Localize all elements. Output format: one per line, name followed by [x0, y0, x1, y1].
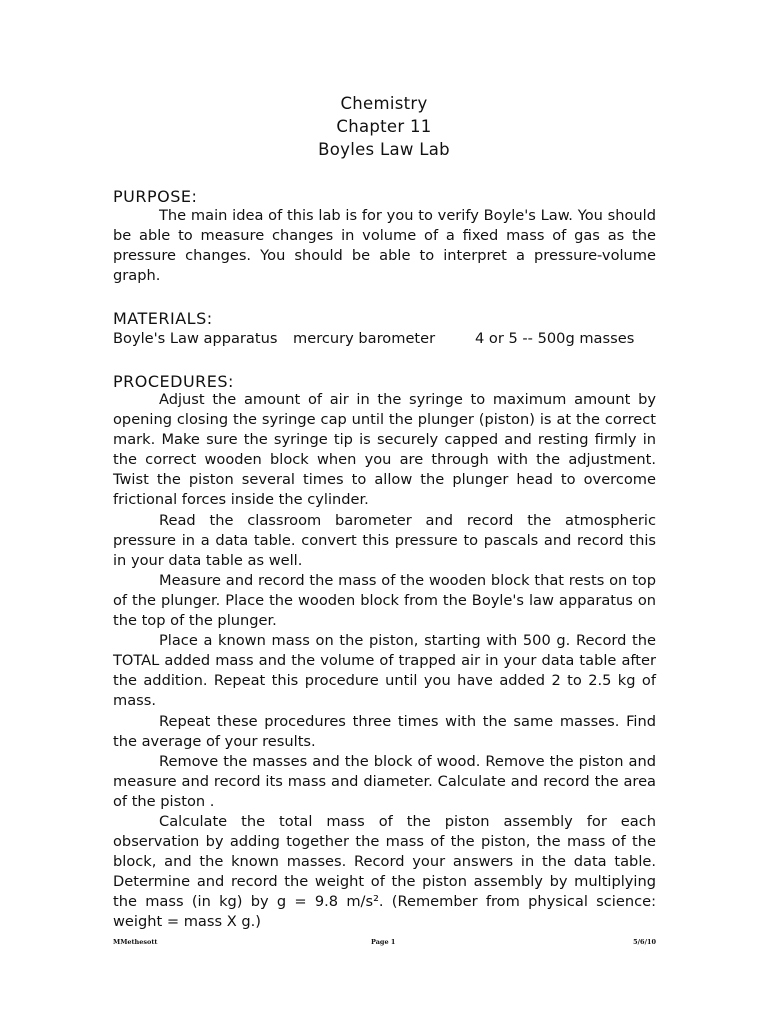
subject-title: Chemistry [340, 94, 428, 113]
procedure-paragraph: Adjust the amount of air in the syringe to maximum amount by opening closing the syringe cap until the plunger (piston) is at the correct mark. Make sure the syringe tip is securely capped and resting firmly in the correct wooden block when you are through with the adjustment. Twist the piston several times to allow the plunger head to overcome frictional forces inside the cylinder. [113, 391, 656, 509]
lab-title: Boyles Law Lab [318, 140, 450, 159]
procedure-paragraph: Measure and record the mass of the wooden block that rests on top of the plunger. Place the wooden block from the Boyle's law apparatus on the top of the plunger. [113, 571, 656, 630]
procedures-section [113, 390, 656, 933]
procedure-paragraph: Remove the masses and the block of wood. Remove the piston and measure and record its mass and diameter. Calculate and record the area of the piston . [113, 752, 656, 810]
purpose-section [113, 206, 656, 286]
procedures-heading: PROCEDURES: [113, 372, 234, 391]
procedure-paragraph: Calculate the total mass of the piston assembly for each observation by adding together the mass of the piston, the mass of the block, and the known masses. Record your answers in the data table. Determine and record the weight of the piston assembly by multiplying the mass (in kg) by g = 9.8 m/s². (Remember from physical science: weight = mass X g.) [113, 812, 656, 931]
footer-date: 5/6/10 [633, 938, 656, 946]
material-item: mercury barometer [293, 330, 436, 347]
procedure-paragraph: Place a known mass on the piston, starting with 500 g. Record the TOTAL added mass and the volume of trapped air in your data table after the addition. Repeat this procedure until you have added 2 to 2.5 kg of mass. [113, 632, 656, 710]
page-footer [113, 938, 656, 950]
footer-author: MMethesott [113, 938, 158, 946]
material-item: 4 or 5 -- 500g masses [475, 330, 635, 347]
footer-page-number: Page 1 [371, 938, 396, 946]
purpose-text: The main idea of this lab is for you to verify Boyle's Law. You should be able to measure changes in volume of a fixed mass of gas as the pressure changes. You should be able to interpret a pressure-volume graph. [113, 207, 656, 285]
chapter-title: Chapter 11 [336, 117, 432, 136]
procedure-paragraph: Read the classroom barometer and record the atmospheric pressure in a data table. convert this pressure to pascals and record this in your data table as well. [113, 511, 656, 569]
title-block [0, 92, 768, 161]
procedure-paragraph: Repeat these procedures three times with the same masses. Find the average of your results. [113, 712, 656, 750]
purpose-heading: PURPOSE: [113, 187, 198, 206]
materials-heading: MATERIALS: [113, 309, 213, 328]
material-item: Boyle's Law apparatus [113, 330, 278, 347]
